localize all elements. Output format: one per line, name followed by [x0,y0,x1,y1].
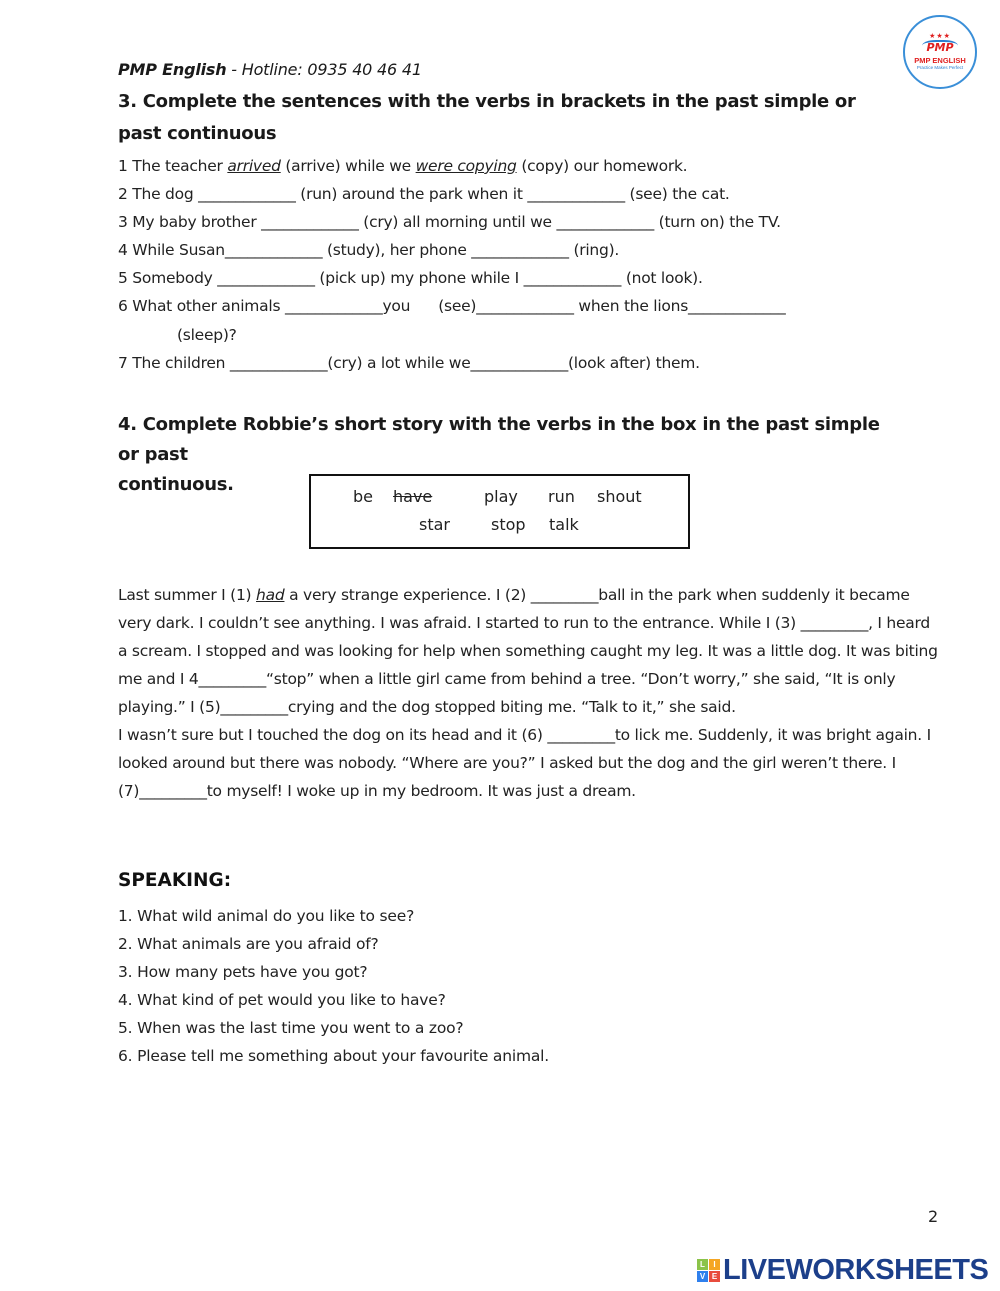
exercise-3-item-6[interactable]: 6 What other animals _____________you (see)_____________ when the lions_____________ [118,297,786,315]
example-answer: had [256,586,285,604]
liveworksheets-logo[interactable] [697,1255,988,1285]
speaking-question: 5. When was the last time you went to a zoo? [118,1019,464,1037]
verb-stop: stop [491,515,526,534]
liveworksheets-wordmark: LIVEWORKSHEETS [723,1254,989,1286]
logo-stars-icon: ★★★ [929,32,951,40]
story-paragraph-1[interactable] [118,581,938,721]
header-hotline: - Hotline: 0935 40 46 41 [226,60,422,79]
verb-shout: shout [597,487,642,506]
tile-l: L [697,1259,708,1270]
verb-have-crossed: have [393,487,433,506]
exercise-3-item-2[interactable]: 2 The dog _____________ (run) around the park when it _____________ (see) the cat. [118,185,730,203]
item-text: 1 The teacher [118,157,228,175]
tile-i: I [709,1259,720,1270]
exercise-3-item-3[interactable]: 3 My baby brother _____________ (cry) all morning until we _____________ (turn on) the TV. [118,213,781,231]
exercise-4-title-line-2: continuous. [118,474,234,495]
speaking-question: 4. What kind of pet would you like to have? [118,991,446,1009]
example-answer: were copying [415,157,517,175]
item-text: (copy) our homework. [516,157,688,175]
logo-mark: PMP [922,40,957,54]
exercise-3-title [118,86,898,150]
story-text[interactable]: a very strange experience. I (2) _________ball in the park when suddenly it became very dark. I couldn’t see anything. I was afraid. I started to run to the entrance. While I (3) _________, I heard a scream. I stopped and was looking for help when something caught my leg. It was a little dog. It was biting me and I 4_________“stop” when a little girl came from behind a tree. “Don’t worry,” she said, “It is only playing.” I (5)_________crying and the dog stopped biting me. “Talk to it,” she said. [118,586,938,716]
speaking-question: 6. Please tell me something about your favourite animal. [118,1047,549,1065]
header-line [118,60,422,79]
verb-be: be [353,487,373,506]
speaking-questions [118,902,549,1070]
example-answer: arrived [227,157,281,175]
live-tiles-icon [697,1259,720,1282]
exercise-3-item-1 [118,152,687,180]
exercise-3-item-7[interactable]: 7 The children _____________(cry) a lot while we_____________(look after) them. [118,354,700,372]
exercise-3-title-line-2: past continuous [118,123,277,144]
logo-name: PMP ENGLISH [914,56,966,65]
tile-v: V [697,1271,708,1282]
story-text: Last summer I (1) [118,586,257,604]
tile-e: E [709,1271,720,1282]
pmp-english-logo [903,15,977,89]
robbie-story[interactable] [118,581,938,805]
exercise-4-title-line-1: 4. Complete Robbie’s short story with the verbs in the box in the past simple or past [118,414,880,465]
story-paragraph-2[interactable]: I wasn’t sure but I touched the dog on its head and it (6) _________to lick me. Suddenly, it was bright again. I looked around but there was nobody. “Where are you?” I asked but the dog and the girl weren’t there. I (7)_________to myself! I woke up in my bedroom. It was just a dream. [118,726,931,800]
speaking-question: 1. What wild animal do you like to see? [118,907,415,925]
verb-star: star [419,515,450,534]
header-brand: PMP English [118,60,227,79]
exercise-3-item-4[interactable]: 4 While Susan_____________ (study), her phone _____________ (ring). [118,241,620,259]
speaking-question: 2. What animals are you afraid of? [118,935,379,953]
verb-talk: talk [549,515,579,534]
exercise-3-item-6-continued: (sleep)? [177,326,237,344]
verb-play: play [484,487,518,506]
verb-run: run [548,487,575,506]
exercise-3-title-line-1: 3. Complete the sentences with the verbs in brackets in the past simple or [118,91,856,112]
verb-box [309,474,690,549]
logo-tagline: Practice Makes Perfect [916,65,964,70]
speaking-title: SPEAKING: [118,870,232,891]
speaking-question: 3. How many pets have you got? [118,963,368,981]
item-text: (arrive) while we [280,157,416,175]
page-number: 2 [928,1207,939,1226]
exercise-3-item-5[interactable]: 5 Somebody _____________ (pick up) my phone while I _____________ (not look). [118,269,703,287]
